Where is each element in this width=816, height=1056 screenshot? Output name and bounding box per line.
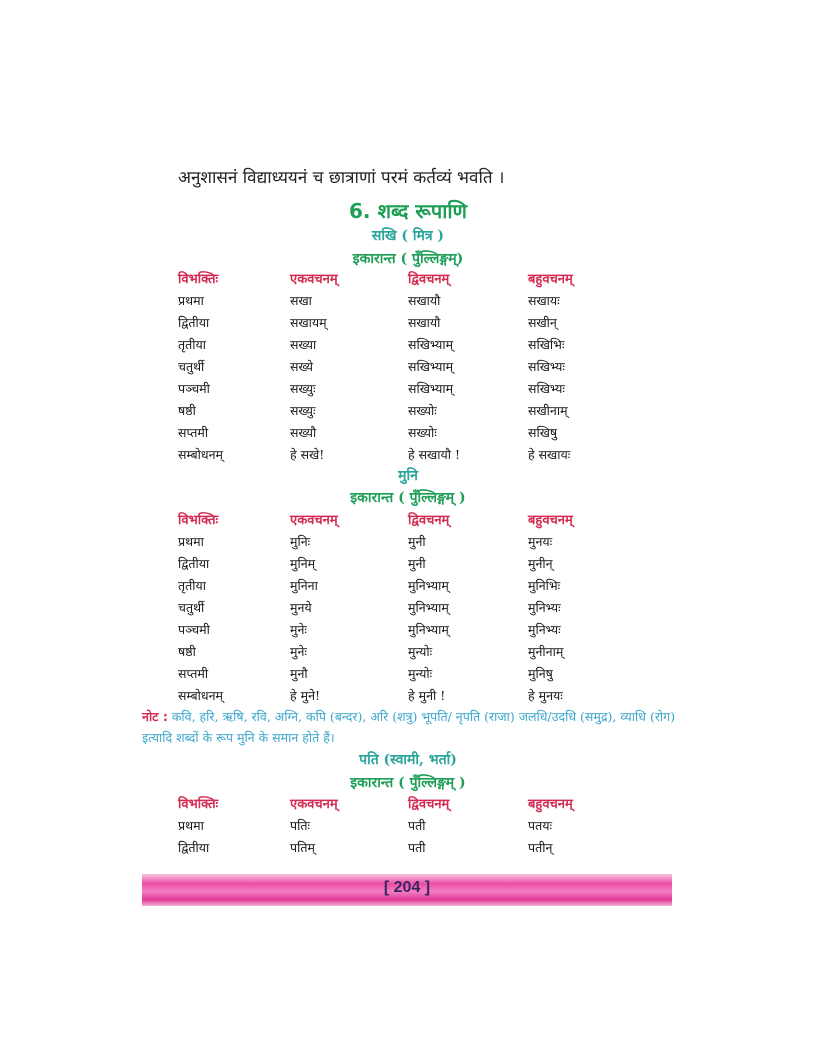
- word-form: सख्युः: [290, 402, 316, 418]
- word-form: मुनेः: [290, 621, 307, 637]
- case-name: प्रथमा: [178, 533, 204, 549]
- word-form: मुनिम्: [290, 555, 316, 571]
- footer-band: [142, 874, 672, 906]
- table-row: [178, 574, 618, 596]
- table-row: [178, 377, 618, 399]
- word-form: मुनिः: [290, 533, 311, 549]
- table-row: [178, 355, 618, 377]
- word-form: पतिः: [290, 817, 310, 833]
- table-row: [178, 443, 618, 465]
- table-row: [178, 836, 618, 858]
- table-row: [178, 530, 618, 552]
- word-form: सख्योः: [408, 402, 437, 418]
- case-name: तृतीया: [178, 336, 206, 352]
- column-header: विभक्तिः: [178, 272, 219, 287]
- word-form: मुन्योः: [408, 643, 433, 659]
- case-name: सप्तमी: [178, 424, 209, 440]
- word-form: सखीनाम्: [528, 402, 568, 418]
- note-label: नोट :: [142, 709, 168, 724]
- table-row: [178, 421, 618, 443]
- case-name: द्वितीया: [178, 314, 210, 330]
- word-form: मुनीन्: [528, 555, 553, 571]
- pati-title: पति (स्वामी, भर्ता): [359, 752, 457, 768]
- sakhi-table: [178, 267, 618, 465]
- word-form: सखायः: [528, 292, 560, 308]
- case-name: चतुर्थी: [178, 599, 205, 615]
- page-number: [ 204 ]: [383, 879, 431, 896]
- table-row: [178, 684, 618, 706]
- word-form: सखीन्: [528, 314, 557, 330]
- column-header: बहुवचनम्: [528, 272, 573, 287]
- muni-table: [178, 508, 618, 706]
- word-form: सख्यौ: [290, 424, 317, 440]
- word-form: पतीन्: [528, 839, 553, 855]
- column-header: द्विवचनम्: [408, 272, 450, 287]
- table-row: [178, 333, 618, 355]
- column-header: विभक्तिः: [178, 797, 219, 812]
- case-name: पञ्चमी: [178, 380, 210, 396]
- word-form: मुनौ: [290, 665, 308, 681]
- word-form: मुनिना: [290, 577, 318, 593]
- word-form: हे सखे!: [290, 446, 325, 462]
- word-form: मुनिभ्याम्: [408, 577, 449, 593]
- table-row: [178, 399, 618, 421]
- case-name: द्वितीया: [178, 839, 210, 855]
- word-form: सखायम्: [290, 314, 327, 330]
- table-header-row: [178, 508, 618, 530]
- table-row: [178, 552, 618, 574]
- column-header: एकवचनम्: [290, 797, 338, 812]
- section-title: 6. शब्द रूपाणि: [348, 199, 468, 223]
- case-name: सप्तमी: [178, 665, 209, 681]
- word-form: हे मुने!: [290, 687, 321, 703]
- column-header: एकवचनम्: [290, 272, 338, 287]
- table-row: [178, 640, 618, 662]
- word-form: मुन्योः: [408, 665, 433, 681]
- word-form: सखिषु: [528, 424, 558, 440]
- table-row: [178, 289, 618, 311]
- case-name: प्रथमा: [178, 817, 204, 833]
- pati-table: [178, 792, 618, 858]
- case-name: तृतीया: [178, 577, 206, 593]
- word-form: मुनयः: [528, 533, 553, 549]
- word-form: मुनिभ्यः: [528, 621, 561, 637]
- case-name: प्रथमा: [178, 292, 204, 308]
- table-row: [178, 596, 618, 618]
- word-form: पतिम्: [290, 839, 315, 855]
- word-form: पती: [408, 817, 426, 833]
- word-form: पती: [408, 839, 426, 855]
- muni-gender: इकारान्त ( पुँल्लिङ्गम् ): [350, 490, 466, 506]
- word-form: मुनीनाम्: [528, 643, 564, 659]
- case-name: षष्ठी: [178, 402, 196, 418]
- word-form: सख्ये: [290, 358, 314, 374]
- column-header: विभक्तिः: [178, 513, 219, 528]
- word-form: सखिभ्याम्: [408, 358, 454, 374]
- table-header-row: [178, 267, 618, 289]
- sakhi-gender: इकारान्त ( पुँल्लिङ्गम्): [352, 251, 464, 267]
- word-form: सख्युः: [290, 380, 316, 396]
- word-form: सखिभ्याम्: [408, 380, 454, 396]
- case-name: सम्बोधनम्: [178, 687, 223, 703]
- sakhi-title: सखि ( मित्र ): [371, 228, 445, 244]
- word-form: हे सखायः: [528, 446, 571, 462]
- word-form: सखिभ्यः: [528, 380, 565, 396]
- word-form: सख्योः: [408, 424, 437, 440]
- word-form: मुनिभ्याम्: [408, 621, 449, 637]
- word-form: मुनिभ्यः: [528, 599, 561, 615]
- word-form: सख्या: [290, 336, 317, 352]
- column-header: द्विवचनम्: [408, 797, 450, 812]
- word-form: हे मुनयः: [528, 687, 563, 703]
- muni-title: मुनि: [398, 468, 418, 484]
- intro-line: अनुशासनं विद्याध्ययनं च छात्राणां परमं कर्तव्यं भवति ।: [178, 168, 505, 188]
- word-form: सखिभिः: [528, 336, 565, 352]
- table-row: [178, 618, 618, 640]
- word-form: मुनी: [408, 555, 426, 571]
- word-form: मुनिभ्याम्: [408, 599, 449, 615]
- word-form: सखायौ: [408, 292, 441, 308]
- table-row: [178, 662, 618, 684]
- case-name: षष्ठी: [178, 643, 196, 659]
- column-header: एकवचनम्: [290, 513, 338, 528]
- word-form: मुनिभिः: [528, 577, 561, 593]
- case-name: सम्बोधनम्: [178, 446, 223, 462]
- word-form: सखायौ: [408, 314, 441, 330]
- case-name: द्वितीया: [178, 555, 210, 571]
- table-header-row: [178, 792, 618, 814]
- word-form: सखिभ्यः: [528, 358, 565, 374]
- pati-gender: इकारान्त ( पुँल्लिङ्गम् ): [350, 775, 466, 791]
- word-form: हे सखायौ !: [408, 446, 461, 462]
- word-form: हे मुनी !: [408, 687, 446, 703]
- word-form: मुनये: [290, 599, 312, 615]
- column-header: द्विवचनम्: [408, 513, 450, 528]
- note-text: कवि, हरि, ऋषि, रवि, अग्नि, कपि (बन्दर), अरि (शत्रु) भूपति/ नृपति (राजा) जलधि/उदधि (समुद्र), व्याधि (रोग) इत्यादि शब्दों के रूप मुनि के समान होते हैं।: [142, 709, 676, 745]
- case-name: पञ्चमी: [178, 621, 210, 637]
- word-form: मुनिषु: [528, 665, 553, 681]
- column-header: बहुवचनम्: [528, 513, 573, 528]
- column-header: बहुवचनम्: [528, 797, 573, 812]
- word-form: सखिभ्याम्: [408, 336, 454, 352]
- word-form: मुनेः: [290, 643, 307, 659]
- table-row: [178, 311, 618, 333]
- word-form: सखा: [290, 292, 312, 308]
- word-form: मुनी: [408, 533, 426, 549]
- word-form: पतयः: [528, 817, 553, 833]
- note: [142, 706, 682, 748]
- table-row: [178, 814, 618, 836]
- case-name: चतुर्थी: [178, 358, 205, 374]
